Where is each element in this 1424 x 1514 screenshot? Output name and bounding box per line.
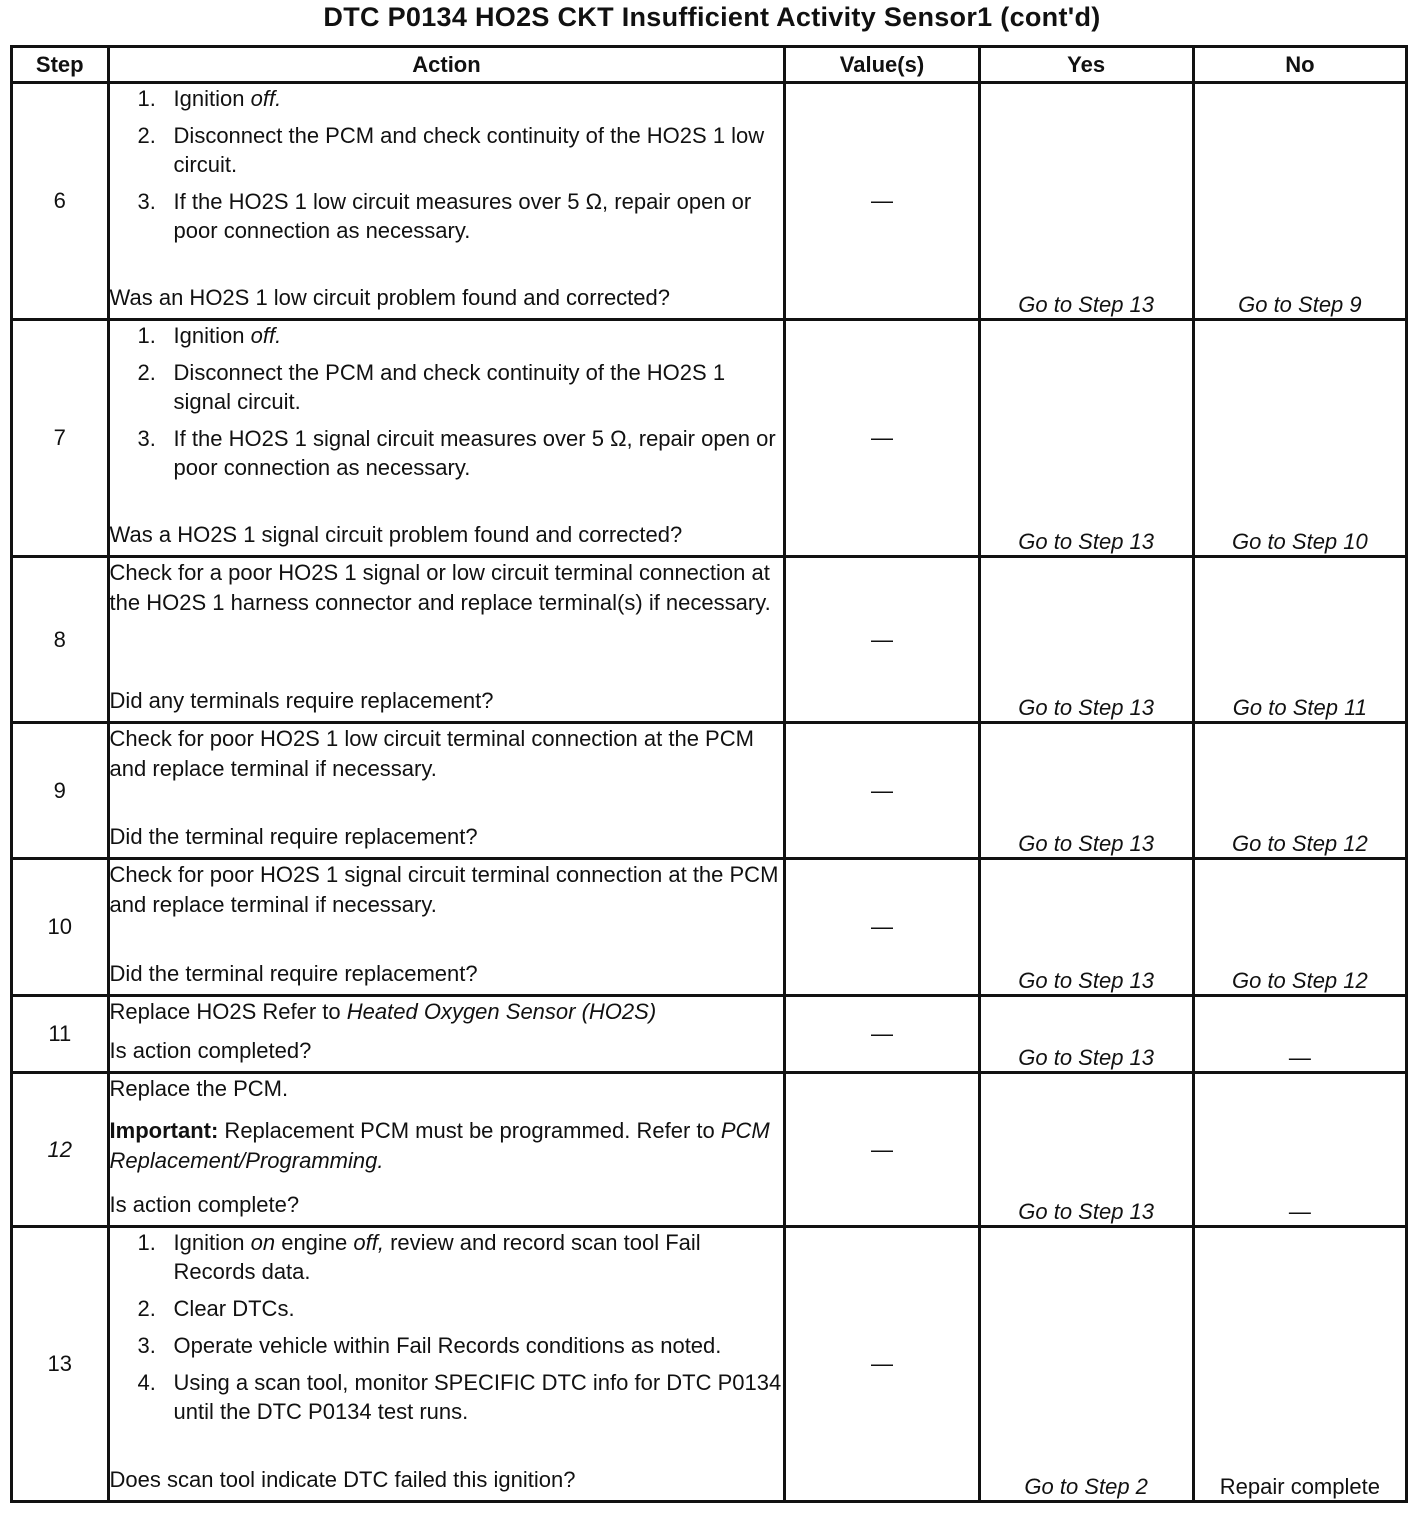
question-text: Did the terminal require replacement? [109,961,478,986]
question-text: Is action completed? [109,1038,312,1063]
action-text: Check for a poor HO2S 1 signal or low circuit terminal connection at the HO2S 1 harness connector and replace terminal(s) if necessary. [109,560,771,615]
header-action: Action [108,47,785,83]
action-cell [108,320,785,557]
no-link: Go to Step 12 [1193,859,1406,996]
action-list [110,84,784,245]
list-item: 3. If the HO2S 1 signal circuit measures over 5 Ω, repair open or poor connection as necessary. [137,426,776,480]
value-cell: — [785,557,979,723]
value-cell: — [785,996,979,1073]
table-row-step-8 [12,557,1407,723]
table-row-step-11 [12,996,1407,1073]
action-text: Check for poor HO2S 1 signal circuit terminal connection at the PCM and replace terminal if necessary. [109,862,779,917]
yes-link: Go to Step 13 [979,557,1193,723]
page-title: DTC P0134 HO2S CKT Insufficient Activity Sensor1 (cont'd) [323,2,1101,32]
list-item: 4. Using a scan tool, monitor SPECIFIC DTC info for DTC P0134 until the DTC P0134 test runs. [137,1370,782,1424]
important-note: Important: Replacement PCM must be programmed. Refer to PCM Replacement/Programming. [109,1118,770,1173]
action-list [110,321,784,482]
header-step: Step [12,47,109,83]
step-number: 9 [12,723,109,859]
action-cell [108,1073,785,1227]
table-row-step-12 [12,1073,1407,1227]
header-values: Value(s) [785,47,979,83]
action-cell [108,723,785,859]
step-number: 11 [12,996,109,1073]
value-cell: — [785,859,979,996]
table-row-step-6 [12,83,1407,320]
step-number: 13 [12,1227,109,1502]
step-number: 12 [12,1073,109,1227]
value-cell: — [785,723,979,859]
value-cell: — [785,1073,979,1227]
action-text: Replace the PCM. [109,1076,289,1101]
value-cell: — [785,1227,979,1502]
header-yes: Yes [979,47,1193,83]
header-row [12,47,1407,83]
no-link: Go to Step 11 [1193,557,1406,723]
no-link: — [1193,996,1406,1073]
step-number: 10 [12,859,109,996]
yes-link: Go to Step 13 [979,859,1193,996]
action-text: Replace HO2S Refer to Heated Oxygen Sensor (HO2S) [109,999,657,1024]
question-text: Did any terminals require replacement? [109,688,494,713]
yes-link: Go to Step 2 [979,1227,1193,1502]
list-item: 2. Clear DTCs. [137,1296,295,1321]
yes-link: Go to Step 13 [979,996,1193,1073]
action-text: Check for poor HO2S 1 low circuit terminal connection at the PCM and replace terminal if necessary. [109,726,754,781]
step-number: 6 [12,83,109,320]
yes-link: Go to Step 13 [979,1073,1193,1227]
table-row-step-10 [12,859,1407,996]
no-link: Go to Step 10 [1193,320,1406,557]
question-text: Was a HO2S 1 signal circuit problem found and corrected? [109,522,683,547]
step-number: 7 [12,320,109,557]
action-cell [108,859,785,996]
no-link: Go to Step 12 [1193,723,1406,859]
question-text: Was an HO2S 1 low circuit problem found and corrected? [109,285,670,310]
question-text: Does scan tool indicate DTC failed this ignition? [109,1467,576,1492]
question-text: Is action complete? [109,1192,300,1217]
list-item: 2. Disconnect the PCM and check continuity of the HO2S 1 low circuit. [137,123,765,177]
header-no: No [1193,47,1406,83]
list-item: 1. Ignition on engine off, review and record scan tool Fail Records data. [137,1230,701,1284]
value-cell: — [785,320,979,557]
no-link: Go to Step 9 [1193,83,1406,320]
action-cell [108,83,785,320]
no-link: Repair complete [1193,1227,1406,1502]
list-item: 1. Ignition off. [137,86,282,111]
question-text: Did the terminal require replacement? [109,824,478,849]
yes-link: Go to Step 13 [979,723,1193,859]
no-link: — [1193,1073,1406,1227]
table-row-step-13 [12,1227,1407,1502]
table-row-step-7 [12,320,1407,557]
action-cell [108,1227,785,1502]
yes-link: Go to Step 13 [979,320,1193,557]
action-cell [108,557,785,723]
action-list [110,1228,784,1426]
step-number: 8 [12,557,109,723]
list-item: 1. Ignition off. [137,323,282,348]
value-cell: — [785,83,979,320]
yes-link: Go to Step 13 [979,83,1193,320]
action-cell [108,996,785,1073]
list-item: 3. Operate vehicle within Fail Records conditions as noted. [137,1333,722,1358]
diagnostic-table [10,45,1408,1503]
list-item: 2. Disconnect the PCM and check continuity of the HO2S 1 signal circuit. [137,360,726,414]
list-item: 3. If the HO2S 1 low circuit measures over 5 Ω, repair open or poor connection as necessary. [137,189,752,243]
table-row-step-9 [12,723,1407,859]
